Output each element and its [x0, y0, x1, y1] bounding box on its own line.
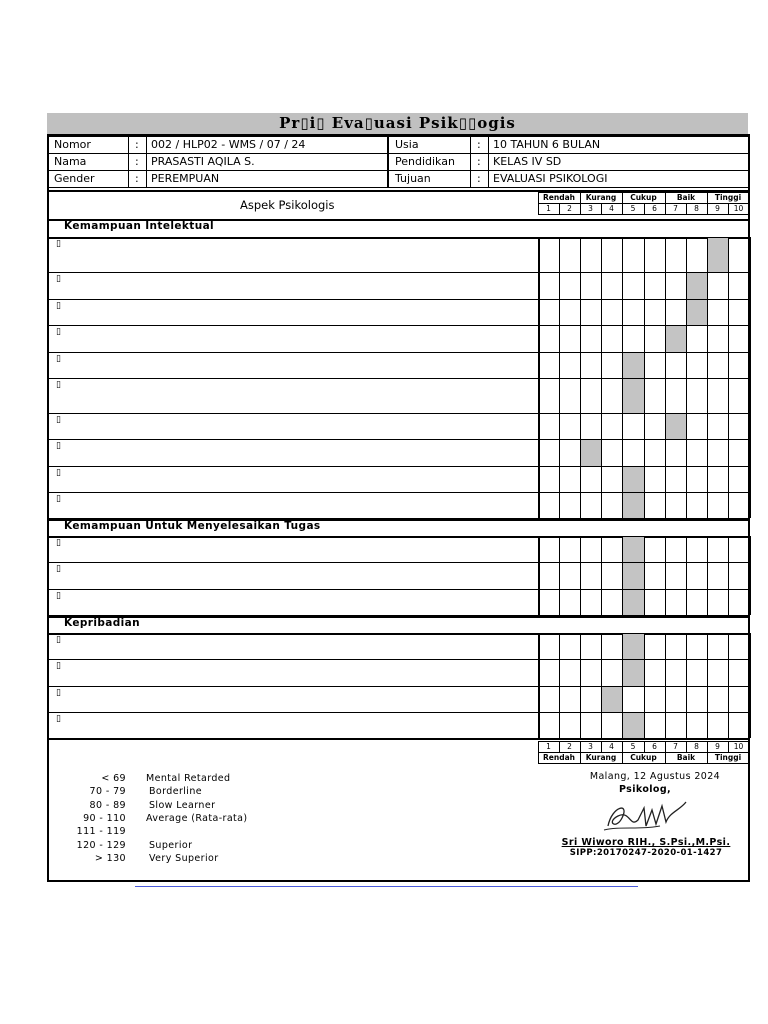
item-bullet: ▯ — [56, 714, 61, 724]
section-title: Kepribadian — [64, 617, 141, 629]
section-title: Kemampuan Untuk Menyelesaikan Tugas — [64, 520, 321, 532]
item-bullet: ▯ — [56, 274, 61, 284]
grid-line — [728, 203, 729, 214]
rating-cell-filled — [623, 467, 644, 492]
rating-cell-filled — [623, 563, 644, 589]
grid-line — [559, 633, 560, 738]
rating-cell-filled — [623, 713, 644, 738]
grid-line — [601, 237, 602, 518]
legend-description: Superior — [149, 839, 193, 851]
grid-line — [538, 741, 539, 763]
item-bullet: ▯ — [56, 661, 61, 671]
grid-line — [49, 519, 748, 521]
divider — [49, 153, 748, 154]
rating-cell-filled — [602, 687, 622, 712]
divider — [387, 136, 389, 187]
item-bullet: ▯ — [56, 380, 61, 390]
grid-line — [686, 237, 687, 518]
score-label-10: 10 — [733, 204, 744, 213]
rating-cell-filled — [623, 493, 644, 518]
score-label-5: 5 — [630, 742, 636, 751]
divider — [49, 136, 748, 137]
legend-description: Very Superior — [149, 852, 219, 864]
grid-line — [580, 536, 581, 615]
nama-value: PRASASTI AQILA S. — [151, 155, 255, 168]
colon: : — [135, 138, 139, 151]
level-label-tinggi: Tinggi — [714, 753, 742, 762]
grid-line — [49, 738, 748, 740]
usia-value: 10 TAHUN 6 BULAN — [493, 138, 601, 151]
grid-line — [686, 741, 687, 752]
rating-cell-filled — [687, 300, 707, 325]
grid-line — [601, 741, 602, 752]
role-label: Psikolog, — [618, 784, 672, 795]
rating-cell-filled — [623, 379, 644, 413]
level-label-baik: Baik — [676, 753, 696, 762]
grid-line — [601, 203, 602, 214]
score-label-8: 8 — [694, 742, 699, 751]
score-label-3: 3 — [588, 742, 593, 751]
legend-range: 111 - 119 — [76, 826, 126, 838]
divider — [128, 136, 129, 187]
signature-mark — [600, 796, 690, 838]
grid-line — [665, 237, 666, 518]
item-bullet: ▯ — [56, 494, 61, 504]
grid-line — [622, 536, 623, 615]
level-label-tinggi: Tinggi — [714, 193, 742, 202]
grid-line — [644, 633, 645, 738]
grid-line — [644, 203, 645, 214]
grid-line — [707, 237, 708, 518]
score-label-2: 2 — [567, 204, 572, 213]
grid-line — [665, 741, 666, 763]
grid-line — [665, 633, 666, 738]
score-label-7: 7 — [673, 204, 678, 213]
grid-line — [728, 741, 729, 752]
legend-description: Mental Retarded — [146, 773, 231, 784]
colon: : — [477, 138, 481, 151]
level-label-cukup: Cukup — [630, 753, 657, 762]
grid-line — [622, 192, 623, 214]
page-title: Pr▯i▯ Eva▯uasi Psik▯▯ogis — [47, 113, 748, 134]
grid-line — [665, 536, 666, 615]
grid-line — [644, 237, 645, 518]
item-bullet: ▯ — [56, 591, 61, 601]
grid-line — [538, 752, 748, 753]
grid-line — [538, 741, 748, 742]
divider — [488, 136, 489, 187]
item-bullet: ▯ — [56, 688, 61, 698]
score-label-6: 6 — [652, 742, 657, 751]
grid-line — [538, 214, 748, 215]
grid-line — [644, 536, 645, 615]
legend-description: Slow Learner — [149, 799, 216, 811]
level-label-baik: Baik — [676, 193, 696, 202]
grid-line — [538, 237, 540, 518]
rating-cell-filled — [708, 238, 728, 272]
item-bullet: ▯ — [56, 354, 61, 364]
grid-line — [707, 192, 708, 214]
legend-description: Average (Rata-rata) — [146, 812, 248, 824]
item-bullet: ▯ — [56, 415, 61, 425]
grid-line — [728, 237, 729, 518]
grid-line — [601, 536, 602, 615]
nama-label: Nama — [54, 155, 87, 168]
legend-range: < 69 — [101, 773, 126, 784]
grid-line — [622, 741, 623, 763]
item-bullet: ▯ — [56, 301, 61, 311]
grid-line — [686, 536, 687, 615]
grid-line — [580, 633, 581, 738]
level-label-rendah: Rendah — [543, 193, 575, 202]
place-date: Malang, 12 Agustus 2024 — [589, 771, 721, 782]
grid-line — [538, 633, 540, 738]
score-label-10: 10 — [733, 742, 744, 751]
grid-line — [49, 219, 748, 221]
rating-cell-filled — [623, 590, 644, 615]
item-bullet: ▯ — [56, 441, 61, 451]
score-label-4: 4 — [609, 742, 614, 751]
legend-range: 120 - 129 — [76, 839, 126, 851]
grid-line — [686, 633, 687, 738]
footer-rule — [135, 886, 638, 887]
grid-line — [580, 192, 581, 214]
tujuan-value: EVALUASI PSIKOLOGI — [493, 172, 608, 185]
nomor-label: Nomor — [54, 138, 91, 151]
grid-line — [749, 536, 751, 615]
grid-line — [728, 633, 729, 738]
grid-line — [622, 237, 623, 518]
score-label-9: 9 — [715, 742, 720, 751]
usia-label: Usia — [395, 138, 419, 151]
grid-line — [580, 741, 581, 763]
score-label-1: 1 — [546, 742, 551, 751]
grid-line — [749, 192, 750, 214]
aspek-header: Aspek Psikologis — [240, 198, 335, 212]
grid-line — [644, 741, 645, 752]
grid-line — [538, 536, 540, 615]
legend-description: Borderline — [149, 786, 202, 798]
gender-label: Gender — [54, 172, 95, 185]
rating-cell-filled — [687, 273, 707, 299]
grid-line — [707, 633, 708, 738]
divider — [49, 187, 748, 188]
divider — [470, 136, 471, 187]
rating-cell-filled — [666, 414, 686, 439]
rating-cell-filled — [623, 634, 644, 659]
score-label-9: 9 — [715, 204, 720, 213]
grid-line — [749, 633, 751, 738]
divider — [49, 170, 748, 171]
grid-line — [538, 192, 748, 193]
sipp-number: SIPP:20170247-2020-01-1427 — [569, 848, 723, 858]
tujuan-label: Tujuan — [395, 172, 431, 185]
divider — [146, 136, 147, 187]
score-label-5: 5 — [630, 204, 636, 213]
colon: : — [135, 155, 139, 168]
legend-range: 80 - 89 — [89, 799, 126, 811]
level-label-kurang: Kurang — [585, 753, 617, 762]
rating-cell-filled — [623, 353, 644, 378]
gender-value: PEREMPUAN — [151, 172, 220, 185]
item-bullet: ▯ — [56, 538, 61, 548]
score-label-4: 4 — [609, 204, 614, 213]
item-bullet: ▯ — [56, 635, 61, 645]
item-bullet: ▯ — [56, 327, 61, 337]
grid-line — [665, 192, 666, 214]
grid-line — [49, 616, 748, 618]
grid-line — [538, 763, 748, 764]
grid-line — [749, 237, 751, 518]
level-label-kurang: Kurang — [585, 193, 617, 202]
item-bullet: ▯ — [56, 239, 61, 249]
legend-range: 90 - 110 — [83, 812, 126, 824]
psychologist-name: Sri Wiworo RIH., S.Psi.,M.Psi. — [561, 837, 731, 848]
grid-line — [707, 741, 708, 763]
item-bullet: ▯ — [56, 468, 61, 478]
grid-line — [559, 741, 560, 752]
legend-range: 70 - 79 — [89, 786, 126, 798]
colon: : — [135, 172, 139, 185]
grid-line — [686, 203, 687, 214]
grid-line — [538, 192, 539, 214]
colon: : — [477, 172, 481, 185]
section-title: Kemampuan Intelektual — [64, 220, 215, 232]
score-label-3: 3 — [588, 204, 593, 213]
score-label-8: 8 — [694, 204, 699, 213]
colon: : — [477, 155, 481, 168]
grid-line — [622, 633, 623, 738]
rating-cell-filled — [623, 660, 644, 686]
grid-line — [559, 536, 560, 615]
score-label-6: 6 — [652, 204, 657, 213]
grid-line — [538, 203, 748, 204]
level-label-cukup: Cukup — [630, 193, 657, 202]
grid-line — [601, 633, 602, 738]
score-label-1: 1 — [546, 204, 551, 213]
score-label-7: 7 — [673, 742, 678, 751]
grid-line — [559, 203, 560, 214]
score-label-2: 2 — [567, 742, 572, 751]
pendidikan-label: Pendidikan — [395, 155, 455, 168]
rating-cell-filled — [623, 537, 644, 562]
legend-range: > 130 — [94, 852, 126, 864]
pendidikan-value: KELAS IV SD — [493, 155, 562, 168]
level-label-rendah: Rendah — [543, 753, 575, 762]
grid-line — [749, 741, 750, 763]
grid-line — [728, 536, 729, 615]
grid-line — [707, 536, 708, 615]
nomor-value: 002 / HLP02 - WMS / 07 / 24 — [151, 138, 306, 151]
grid-line — [559, 237, 560, 518]
grid-line — [580, 237, 581, 518]
item-bullet: ▯ — [56, 564, 61, 574]
rating-cell-filled — [666, 326, 686, 352]
rating-cell-filled — [581, 440, 601, 466]
